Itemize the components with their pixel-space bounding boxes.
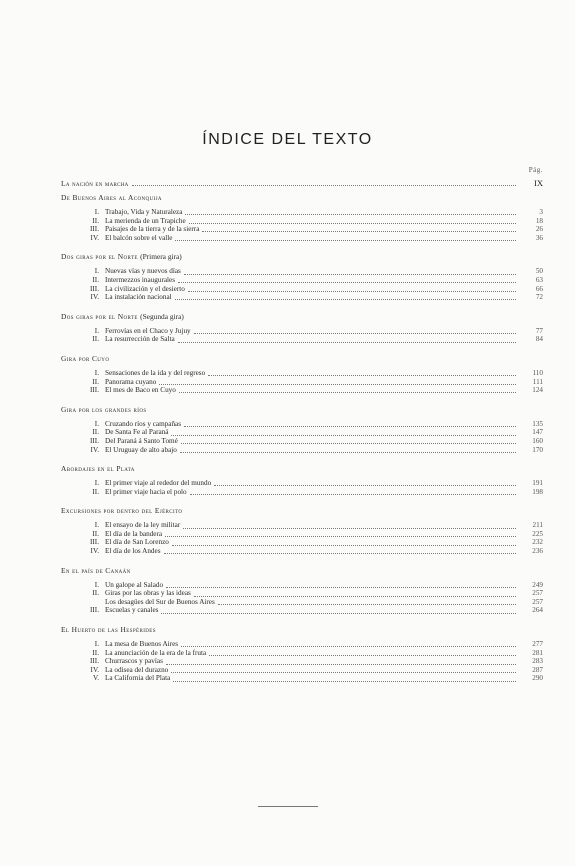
entry-page: 66 bbox=[535, 284, 543, 293]
entry-number: I. bbox=[94, 521, 99, 530]
toc-entry bbox=[61, 225, 543, 234]
entry-page: 160 bbox=[532, 436, 543, 445]
entry-title: El ensayo de la ley militar bbox=[105, 521, 181, 530]
entry-number: III. bbox=[90, 386, 99, 395]
section-heading bbox=[61, 464, 543, 473]
section-heading-text: Excursiones por dentro del Ejército bbox=[61, 506, 183, 516]
separator-rule bbox=[258, 806, 318, 807]
entry-page: 290 bbox=[532, 674, 543, 683]
toc-entry bbox=[61, 267, 543, 276]
entry-page: 281 bbox=[532, 648, 543, 657]
dot-leader bbox=[175, 294, 516, 300]
toc-entry bbox=[61, 589, 543, 598]
dot-leader bbox=[190, 489, 516, 495]
dot-leader bbox=[189, 218, 516, 224]
section-heading bbox=[61, 625, 543, 634]
entry-title: Intermezzos inaugurales bbox=[105, 275, 176, 284]
entry-title: La resurrección de Salta bbox=[105, 335, 175, 344]
toc-entry bbox=[61, 530, 543, 539]
toc-entry bbox=[61, 276, 543, 285]
section-heading-text: En el país de Canaán bbox=[61, 565, 131, 575]
entry-page: 264 bbox=[532, 606, 543, 615]
entry-number: II. bbox=[92, 216, 99, 225]
toc-entry bbox=[61, 335, 543, 344]
entry-page: 36 bbox=[535, 233, 543, 242]
section-heading-text: Gira por Cuyo bbox=[61, 353, 110, 363]
entry-number: I. bbox=[94, 267, 99, 276]
entry-number: I. bbox=[94, 368, 99, 377]
entry-number: II. bbox=[92, 648, 99, 657]
dot-leader bbox=[175, 235, 516, 241]
dot-leader bbox=[171, 430, 516, 436]
entry-page: 63 bbox=[535, 275, 543, 284]
dot-leader bbox=[173, 676, 516, 682]
entry-page: 110 bbox=[532, 368, 543, 377]
dot-leader bbox=[183, 523, 516, 529]
entry-page: 147 bbox=[532, 428, 543, 437]
toc-entry bbox=[61, 386, 543, 395]
toc-entry bbox=[61, 479, 543, 488]
section-heading-text: Gira por los grandes ríos bbox=[61, 404, 147, 414]
toc-entry bbox=[61, 234, 543, 243]
toc-entry bbox=[61, 674, 543, 683]
entry-number: II. bbox=[92, 487, 99, 496]
entry-title: El día de los Andes bbox=[105, 547, 161, 556]
section-heading-text: De Buenos Aires al Aconquija bbox=[61, 193, 162, 202]
entry-page: 283 bbox=[532, 657, 543, 666]
section-heading bbox=[61, 566, 543, 575]
section-heading bbox=[61, 252, 543, 261]
entry-number: I. bbox=[94, 326, 99, 335]
dot-leader bbox=[184, 421, 516, 427]
dot-leader bbox=[184, 269, 516, 275]
entry-number: III. bbox=[90, 436, 99, 445]
section-heading bbox=[61, 193, 543, 202]
entry-page: 287 bbox=[532, 665, 543, 674]
entry-title: El balcón sobre el valle bbox=[105, 233, 173, 242]
entry-page: 170 bbox=[532, 445, 543, 454]
entry-title: La odisea del durazno bbox=[105, 665, 169, 674]
dot-leader bbox=[185, 209, 516, 215]
entry-number: III. bbox=[90, 225, 99, 234]
dot-leader bbox=[164, 548, 517, 554]
entry-title: El Uruguay de alto abajo bbox=[105, 445, 177, 454]
dot-leader bbox=[166, 659, 516, 665]
entry-page: 111 bbox=[532, 377, 543, 386]
toc-entry bbox=[61, 428, 543, 437]
toc-entry bbox=[61, 327, 543, 336]
toc-entry bbox=[61, 488, 543, 497]
entry-page: 135 bbox=[532, 419, 543, 428]
dot-leader bbox=[159, 379, 516, 385]
entry-number: IV. bbox=[90, 547, 99, 556]
entry-number: V. bbox=[92, 674, 99, 683]
entry-title: Del Paraná á Santo Tomé bbox=[105, 436, 178, 445]
entry-number: II. bbox=[92, 377, 99, 386]
entry-number: I. bbox=[94, 640, 99, 649]
entry-number: IV. bbox=[90, 233, 99, 242]
toc-entry bbox=[61, 446, 543, 455]
entry-page: 191 bbox=[532, 479, 543, 488]
entry-page: 84 bbox=[535, 335, 543, 344]
section-heading-text: Abordajes en el Plata bbox=[61, 464, 135, 474]
section-heading-sub: (Segunda gira) bbox=[140, 311, 184, 321]
toc-entry bbox=[61, 378, 543, 387]
dot-leader bbox=[166, 582, 516, 588]
dot-leader bbox=[209, 650, 516, 656]
entry-number: I. bbox=[94, 479, 99, 488]
dot-leader bbox=[171, 667, 516, 673]
entry-title: El mes de Baco en Cuyo bbox=[105, 386, 176, 395]
section-heading-text: El Huerto de las Hespérides bbox=[61, 625, 156, 635]
dot-leader bbox=[188, 286, 516, 292]
dot-leader bbox=[181, 438, 516, 444]
entry-page: 50 bbox=[535, 267, 543, 276]
entry-page: 236 bbox=[532, 547, 543, 556]
entry-title: Escuelas y canales bbox=[105, 606, 159, 615]
section-heading-text: Dos giras por el Norte bbox=[61, 311, 138, 321]
entry-number: IV. bbox=[90, 665, 99, 674]
entry-page: 26 bbox=[535, 225, 543, 234]
entry-title: La California del Plata bbox=[105, 674, 171, 683]
dot-leader bbox=[214, 480, 516, 486]
entry-number: I. bbox=[94, 580, 99, 589]
entry-number: I. bbox=[94, 419, 99, 428]
entry-page: 232 bbox=[532, 538, 543, 547]
toc-entry bbox=[61, 285, 543, 294]
toc-entry bbox=[61, 293, 543, 302]
entry-title: Ferrovías en el Chaco y Jujuy bbox=[105, 326, 191, 335]
entry-title: El día de San Lorenzo bbox=[105, 538, 169, 547]
dot-leader bbox=[165, 531, 516, 537]
entry-number: II. bbox=[92, 335, 99, 344]
entry-title: El primer viaje al rededor del mundo bbox=[105, 479, 212, 488]
dot-leader bbox=[180, 447, 516, 453]
entry-title: Churrascos y pavías bbox=[105, 657, 163, 666]
dot-leader bbox=[132, 180, 516, 186]
entry-title: La nación en marcha bbox=[61, 179, 129, 188]
section-heading bbox=[61, 312, 543, 321]
toc-entry bbox=[61, 217, 543, 226]
section-heading bbox=[61, 354, 543, 363]
entry-page: 124 bbox=[532, 386, 543, 395]
entry-number: II. bbox=[92, 275, 99, 284]
dot-leader bbox=[181, 641, 516, 647]
toc-entry bbox=[61, 657, 543, 666]
entry-number: II. bbox=[92, 428, 99, 437]
entry-page: 198 bbox=[532, 487, 543, 496]
toc-entry bbox=[61, 666, 543, 675]
toc-entry bbox=[61, 369, 543, 378]
entry-title: La anunciación de la era de la fruta bbox=[105, 648, 207, 657]
dot-leader bbox=[202, 226, 516, 232]
toc-entry bbox=[61, 598, 543, 607]
entry-number: II. bbox=[92, 589, 99, 598]
entry-title: Nuevas vías y nuevos días bbox=[105, 267, 181, 276]
toc-entry bbox=[61, 606, 543, 615]
entry-number: III. bbox=[90, 538, 99, 547]
dot-leader bbox=[161, 608, 516, 614]
dot-leader bbox=[178, 277, 516, 283]
section-heading-text: Dos giras por el Norte bbox=[61, 252, 138, 262]
dot-leader bbox=[218, 599, 516, 605]
entry-page: 77 bbox=[535, 326, 543, 335]
dot-leader bbox=[208, 370, 516, 376]
dot-leader bbox=[172, 540, 516, 546]
entry-page: 249 bbox=[532, 580, 543, 589]
page-column-label: Pág. bbox=[528, 166, 543, 174]
section-heading-sub: (Primera gira) bbox=[140, 252, 182, 262]
toc-entry bbox=[61, 208, 543, 217]
entry-title: El primer viaje hacia el polo bbox=[105, 487, 187, 496]
toc-entry bbox=[61, 521, 543, 530]
toc-entry bbox=[61, 640, 543, 649]
entry-number: III. bbox=[90, 284, 99, 293]
entry-page: IX bbox=[534, 178, 543, 188]
entry-number: III. bbox=[90, 657, 99, 666]
entry-page: 225 bbox=[532, 529, 543, 538]
entry-page: 72 bbox=[535, 293, 543, 302]
dot-leader bbox=[194, 328, 516, 334]
entry-title: El día de la bandera bbox=[105, 529, 163, 538]
section-heading bbox=[61, 405, 543, 414]
entry-number: II. bbox=[92, 529, 99, 538]
dot-leader bbox=[194, 591, 516, 597]
entry-page: 3 bbox=[539, 208, 543, 216]
toc-lead-entry bbox=[61, 178, 543, 188]
entry-title: La instalación nacional bbox=[105, 293, 172, 302]
toc-entry bbox=[61, 420, 543, 429]
entry-title: Sensaciones de la ida y del regreso bbox=[105, 368, 206, 377]
entry-title: Cruzando ríos y campañas bbox=[105, 419, 182, 428]
entry-number: IV. bbox=[90, 445, 99, 454]
dot-leader bbox=[178, 337, 516, 343]
toc-entry bbox=[61, 538, 543, 547]
entry-page: 277 bbox=[532, 640, 543, 649]
entry-number: III. bbox=[90, 606, 99, 615]
entry-title: La mesa de Buenos Aires bbox=[105, 640, 179, 649]
entry-number: IV. bbox=[90, 293, 99, 302]
entry-title: Un galope al Salado bbox=[105, 580, 164, 589]
entry-title: Trabajo, Vida y Naturaleza bbox=[105, 208, 183, 216]
entry-title: Paisajes de la tierra y de la sierra bbox=[105, 225, 200, 234]
section-heading bbox=[61, 506, 543, 515]
entry-title: Los desagües del Sur de Buenos Aires bbox=[105, 597, 215, 606]
page-title: ÍNDICE DEL TEXTO bbox=[202, 131, 373, 148]
dot-leader bbox=[179, 387, 516, 393]
toc-entry bbox=[61, 649, 543, 658]
entry-page: 211 bbox=[532, 521, 543, 530]
table-of-contents bbox=[61, 178, 543, 683]
entry-number: I. bbox=[94, 208, 99, 216]
entry-page: 257 bbox=[532, 589, 543, 598]
entry-page: 18 bbox=[535, 216, 543, 225]
entry-title: La merienda de un Trapiche bbox=[105, 216, 186, 225]
entry-page: 257 bbox=[532, 597, 543, 606]
entry-title: La civilización y el desierto bbox=[105, 284, 185, 293]
entry-title: Giras por las obras y las ideas bbox=[105, 589, 191, 598]
entry-title: De Santa Fe al Paraná bbox=[105, 428, 169, 437]
toc-entry bbox=[61, 437, 543, 446]
toc-entry bbox=[61, 581, 543, 590]
toc-entry bbox=[61, 547, 543, 556]
entry-title: Panorama cuyano bbox=[105, 377, 157, 386]
